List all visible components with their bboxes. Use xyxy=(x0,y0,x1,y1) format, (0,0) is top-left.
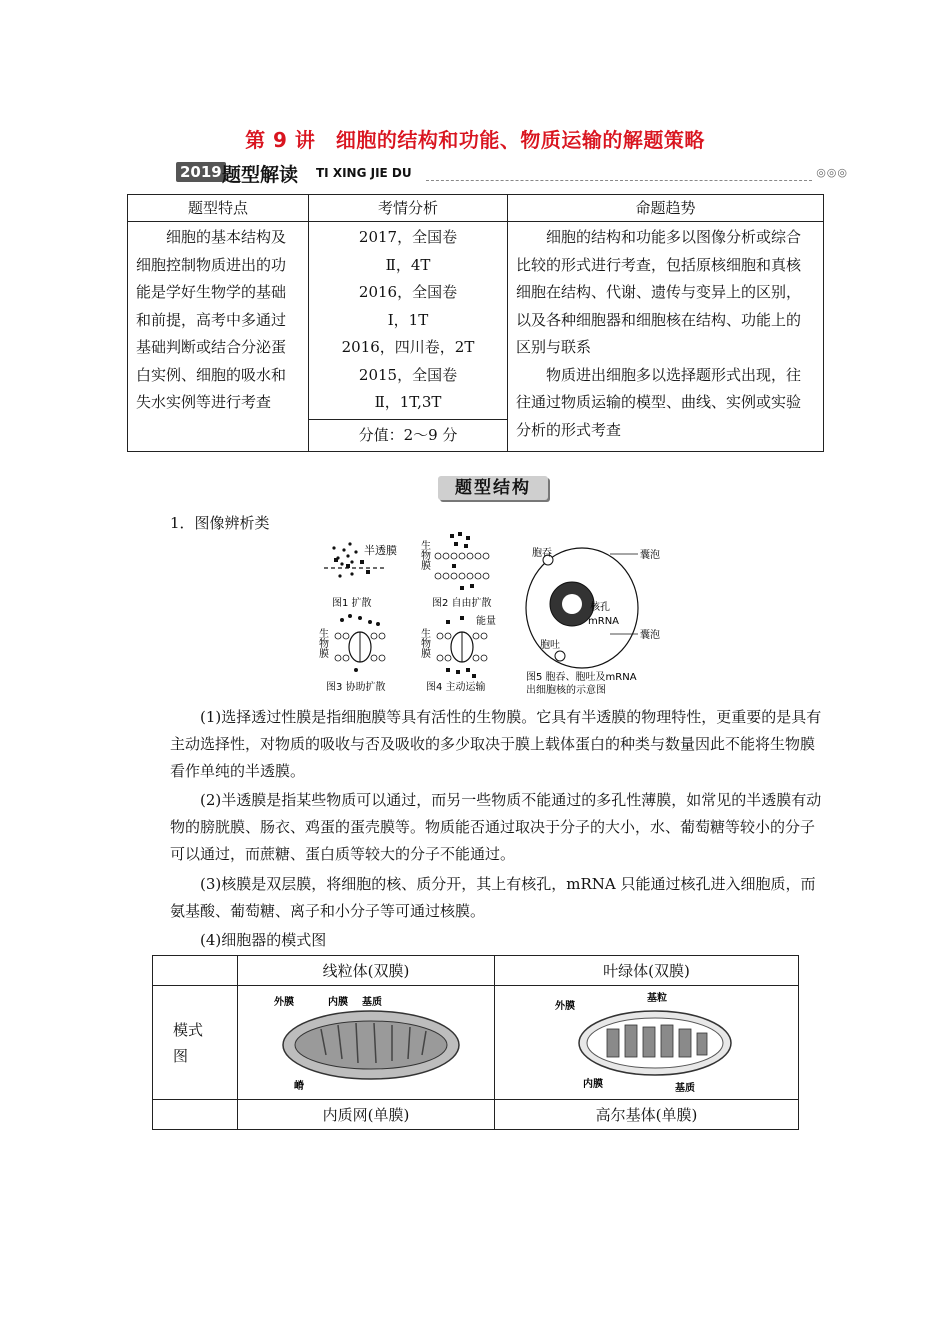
analysis-line: Ⅱ，1T,3T xyxy=(374,393,442,411)
table-row xyxy=(153,986,799,1100)
er-cell: 内质网(单膜) xyxy=(238,1100,495,1130)
blank-cell xyxy=(153,1100,238,1130)
fig3-side-label: 生物膜 xyxy=(316,628,328,658)
question-type-table xyxy=(127,194,824,452)
fig4-energy-label: 能量 xyxy=(476,616,496,627)
fig3-facilitated-diffusion xyxy=(317,614,386,693)
header-chloroplast: 叶绿体(双膜) xyxy=(495,956,799,986)
analysis-line: 2016，四川卷，2T xyxy=(341,338,475,356)
golgi-cell: 高尔基体(单膜) xyxy=(495,1100,799,1130)
fig5-caption-line2: 出细胞核的示意图 xyxy=(526,685,606,696)
paragraph-1: (1)选择透过性膜是指细胞膜等具有活性的生物膜。它具有半透膜的物理特性，更重要的是具有主动选择性，对物质的吸收与否及吸收的多少取决于膜上载体蛋白的种类与数量因此不能将生物膜看作单纯的半透膜。 xyxy=(170,708,822,780)
fig1-label: 半透膜 xyxy=(364,544,397,557)
organelle-table xyxy=(152,955,799,1130)
fig3-caption: 图3 协助扩散 xyxy=(326,682,386,693)
fig2-free-diffusion xyxy=(419,532,492,609)
mitochondria-diagram xyxy=(266,989,466,1093)
section-banner xyxy=(176,160,848,186)
fig2-caption: 图2 自由扩散 xyxy=(432,598,492,609)
blank-header-cell xyxy=(153,956,238,986)
analysis-cell xyxy=(309,222,508,420)
banner-label: 题型解读 xyxy=(222,164,299,186)
trend-paragraph: 物质进出细胞多以选择题形式出现，往往通过物质运输的模型、曲线、实例或实验分析的形式考查 xyxy=(516,365,802,439)
body-paragraphs-4 xyxy=(170,927,822,954)
fig1-caption: 图1 扩散 xyxy=(332,598,372,609)
body-paragraphs-2 xyxy=(170,787,822,868)
fig2-side-label: 生物膜 xyxy=(418,540,430,570)
table-header-row xyxy=(128,195,824,222)
banner-divider xyxy=(426,180,812,181)
chloro-granum-label: 基粒 xyxy=(646,992,667,1004)
banner-year: 2019 xyxy=(176,162,226,182)
fig5-vesicle1-label: 囊泡 xyxy=(640,550,660,561)
banner-pinyin: TI XING JIE DU xyxy=(316,166,412,180)
chloro-outer-label: 外膜 xyxy=(554,1000,575,1012)
paragraph-3: (3)核膜是双层膜，将细胞的核、质分开，其上有核孔，mRNA 只能通过核孔进入细胞质，而氨基酸、葡萄糖、离子和小分子等可通过核膜。 xyxy=(170,875,816,920)
score-cell: 分值：2～9 分 xyxy=(309,419,508,452)
row-label: 模式图 xyxy=(173,1020,204,1065)
fig4-active-transport xyxy=(419,614,497,693)
analysis-line: 2017，全国卷 xyxy=(358,228,458,246)
analysis-line: Ⅱ，4T xyxy=(385,255,431,274)
chloroplast-diagram-cell xyxy=(495,986,799,1100)
fig1-diffusion xyxy=(324,542,397,609)
fig5-vesicle2-label: 囊泡 xyxy=(640,630,660,641)
banner-dots-icon: ◎◎◎ xyxy=(816,166,848,179)
chloro-inner-label: 内膜 xyxy=(582,1078,603,1090)
analysis-line: 2016，全国卷 xyxy=(358,283,458,301)
fig4-side-label: 生物膜 xyxy=(418,628,430,658)
mito-crista-label: 嵴 xyxy=(294,1080,304,1092)
mito-inner-label: 内膜 xyxy=(328,996,348,1008)
features-cell: 细胞的基本结构及细胞控制物质进出的功能是学好生物学的基础和前提，高考中多通过基础判断或结合分泌蛋白实例、细胞的吸水和失水实例等进行考查 xyxy=(128,222,309,452)
table-row xyxy=(128,222,824,420)
mito-outer-label: 外膜 xyxy=(274,996,294,1008)
fig5-exocytosis-label: 胞吞 xyxy=(532,548,552,559)
chloroplast-diagram xyxy=(547,989,747,1093)
analysis-line: 2015，全国卷 xyxy=(358,365,458,384)
mito-matrix-label: 基质 xyxy=(362,996,382,1008)
table-row xyxy=(153,1100,799,1130)
fig5-endocytosis-label: 胞吐 xyxy=(540,640,560,651)
analysis-line: Ⅰ，1T xyxy=(387,310,429,329)
header-trend: 命题趋势 xyxy=(508,195,824,222)
subsection-heading: 1．图像辨析类 xyxy=(170,514,270,532)
membrane-transport-figures xyxy=(316,528,680,698)
row-label-cell xyxy=(153,986,238,1100)
body-paragraphs xyxy=(170,704,822,785)
page-title: 第 9 讲 细胞的结构和功能、物质运输的解题策略 xyxy=(245,128,705,152)
mitochondria-diagram-cell xyxy=(238,986,495,1100)
fig4-caption: 图4 主动运输 xyxy=(426,682,486,693)
trend-paragraph: 细胞的结构和功能多以图像分析或综合比较的形式进行考查，包括原核细胞和真核细胞在结构、代谢、遗传与变异上的区别，以及各种细胞器和细胞核在结构、功能上的区别与联系 xyxy=(516,228,802,356)
fig5-caption-line1: 图5 胞吞、胞吐及mRNA xyxy=(526,672,637,683)
section-badge: 题型结构 xyxy=(438,476,548,500)
body-paragraphs-3 xyxy=(170,871,822,925)
header-analysis: 考情分析 xyxy=(309,195,508,222)
paragraph-2: (2)半透膜是指某些物质可以通过，而另一些物质不能通过的多孔性薄膜，如常见的半透膜有动物的膀胱膜、肠衣、鸡蛋的蛋壳膜等。物质能否通过取决于分子的大小，水、葡萄糖等较小的分子可以通过，而蔗糖、蛋白质等较大的分子不能通过。 xyxy=(170,791,822,863)
chloro-stroma-label: 基质 xyxy=(674,1082,695,1094)
header-features: 题型特点 xyxy=(128,195,309,222)
fig5-nucleus-transport xyxy=(526,547,660,696)
header-mitochondria: 线粒体(双膜) xyxy=(238,956,495,986)
fig5-pore-label: 核孔 xyxy=(590,602,610,613)
table-row xyxy=(153,956,799,986)
paragraph-4: (4)细胞器的模式图 xyxy=(200,931,327,949)
fig5-mrna-label: mRNA xyxy=(588,616,620,627)
trend-cell xyxy=(508,222,824,452)
